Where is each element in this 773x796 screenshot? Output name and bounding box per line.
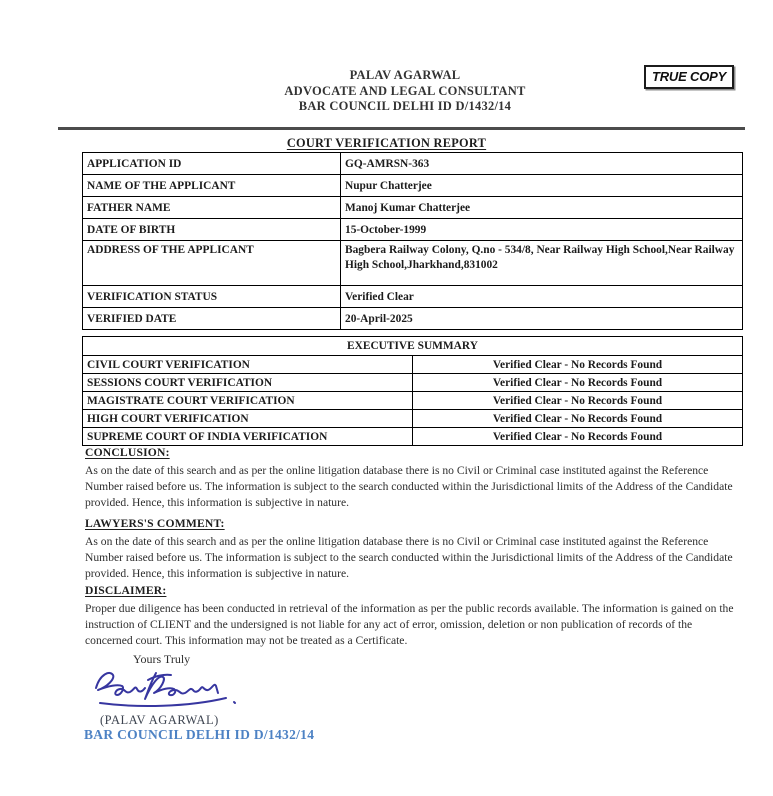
detail-value: Nupur Chatterjee [341,175,743,197]
letterhead-name: PALAV AGARWAL [349,68,461,82]
table-row [83,374,743,392]
applicant-details-table [82,152,743,330]
signer-bar-id: BAR COUNCIL DELHI ID D/1432/14 [84,727,315,742]
table-row [83,410,743,428]
summary-label: SUPREME COURT OF INDIA VERIFICATION [83,428,413,446]
detail-label: VERIFICATION STATUS [83,286,341,308]
section-body: As on the date of this search and as per the online litigation database there is no Civil or Criminal case instituted against the Reference Number raised before us. The information is subject to the search conducted within the Jurisdictional limits of the Address of the Candidate provided. Hence, this information is subjective in nature. [85,535,733,580]
summary-value: Verified Clear - No Records Found [413,374,743,392]
disclaimer-section [85,584,740,649]
table-row [83,428,743,446]
table-row [83,241,743,286]
executive-summary-table [82,336,743,446]
detail-value: 15-October-1999 [341,219,743,241]
table-row [83,175,743,197]
table-row [83,153,743,175]
header-divider-rule [58,127,745,130]
table-row [83,286,743,308]
summary-header: EXECUTIVE SUMMARY [83,337,743,356]
table-row [83,356,743,374]
summary-label: MAGISTRATE COURT VERIFICATION [83,392,413,410]
detail-value: Manoj Kumar Chatterjee [341,197,743,219]
handwritten-signature [88,666,246,710]
summary-label: HIGH COURT VERIFICATION [83,410,413,428]
summary-value: Verified Clear - No Records Found [413,428,743,446]
table-row [83,219,743,241]
detail-label: FATHER NAME [83,197,341,219]
section-heading: DISCLAIMER: [85,584,167,597]
table-row [83,197,743,219]
table-row [83,308,743,330]
detail-value: Verified Clear [341,286,743,308]
section-body: As on the date of this search and as per the online litigation database there is no Civil or Criminal case instituted against the Reference Number raised before us. The information is subject to the search conducted within the Jurisdictional limits of the Address of the Candidate provided. Hence, this information is subjective in nature. [85,464,733,509]
true-copy-stamp: TRUE COPY [644,65,734,89]
detail-value: Bagbera Railway Colony, Q.no - 534/8, Near Railway High School,Near Railway High School,Jharkhand,831002 [341,241,743,286]
table-row [83,392,743,410]
report-title: COURT VERIFICATION REPORT [286,136,487,150]
signer-name: (PALAV AGARWAL) [100,713,219,727]
detail-label: DATE OF BIRTH [83,219,341,241]
detail-label: VERIFIED DATE [83,308,341,330]
summary-value: Verified Clear - No Records Found [413,410,743,428]
summary-value: Verified Clear - No Records Found [413,356,743,374]
section-heading: CONCLUSION: [85,446,170,459]
summary-header-row [83,337,743,356]
closing-text: Yours Truly [133,652,191,666]
letterhead-bar-id: BAR COUNCIL DELHI ID D/1432/14 [298,99,512,113]
detail-label: NAME OF THE APPLICANT [83,175,341,197]
detail-label: APPLICATION ID [83,153,341,175]
detail-value: GQ-AMRSN-363 [341,153,743,175]
lawyers-comment-section [85,517,740,582]
section-heading: LAWYERS'S COMMENT: [85,517,225,530]
detail-value: 20-April-2025 [341,308,743,330]
summary-value: Verified Clear - No Records Found [413,392,743,410]
letterhead [85,68,725,115]
summary-label: CIVIL COURT VERIFICATION [83,356,413,374]
summary-label: SESSIONS COURT VERIFICATION [83,374,413,392]
letterhead-role: ADVOCATE AND LEGAL CONSULTANT [284,83,526,98]
section-body: Proper due diligence has been conducted in retrieval of the information as per the public records available. The information is gained on the instruction of CLIENT and the undersigned is not liable for any act of error, omission, deletion or non publication of records of the concerned court. This information may not be treated as a Certificate. [85,602,734,647]
conclusion-section [85,446,740,511]
detail-label: ADDRESS OF THE APPLICANT [83,241,341,286]
